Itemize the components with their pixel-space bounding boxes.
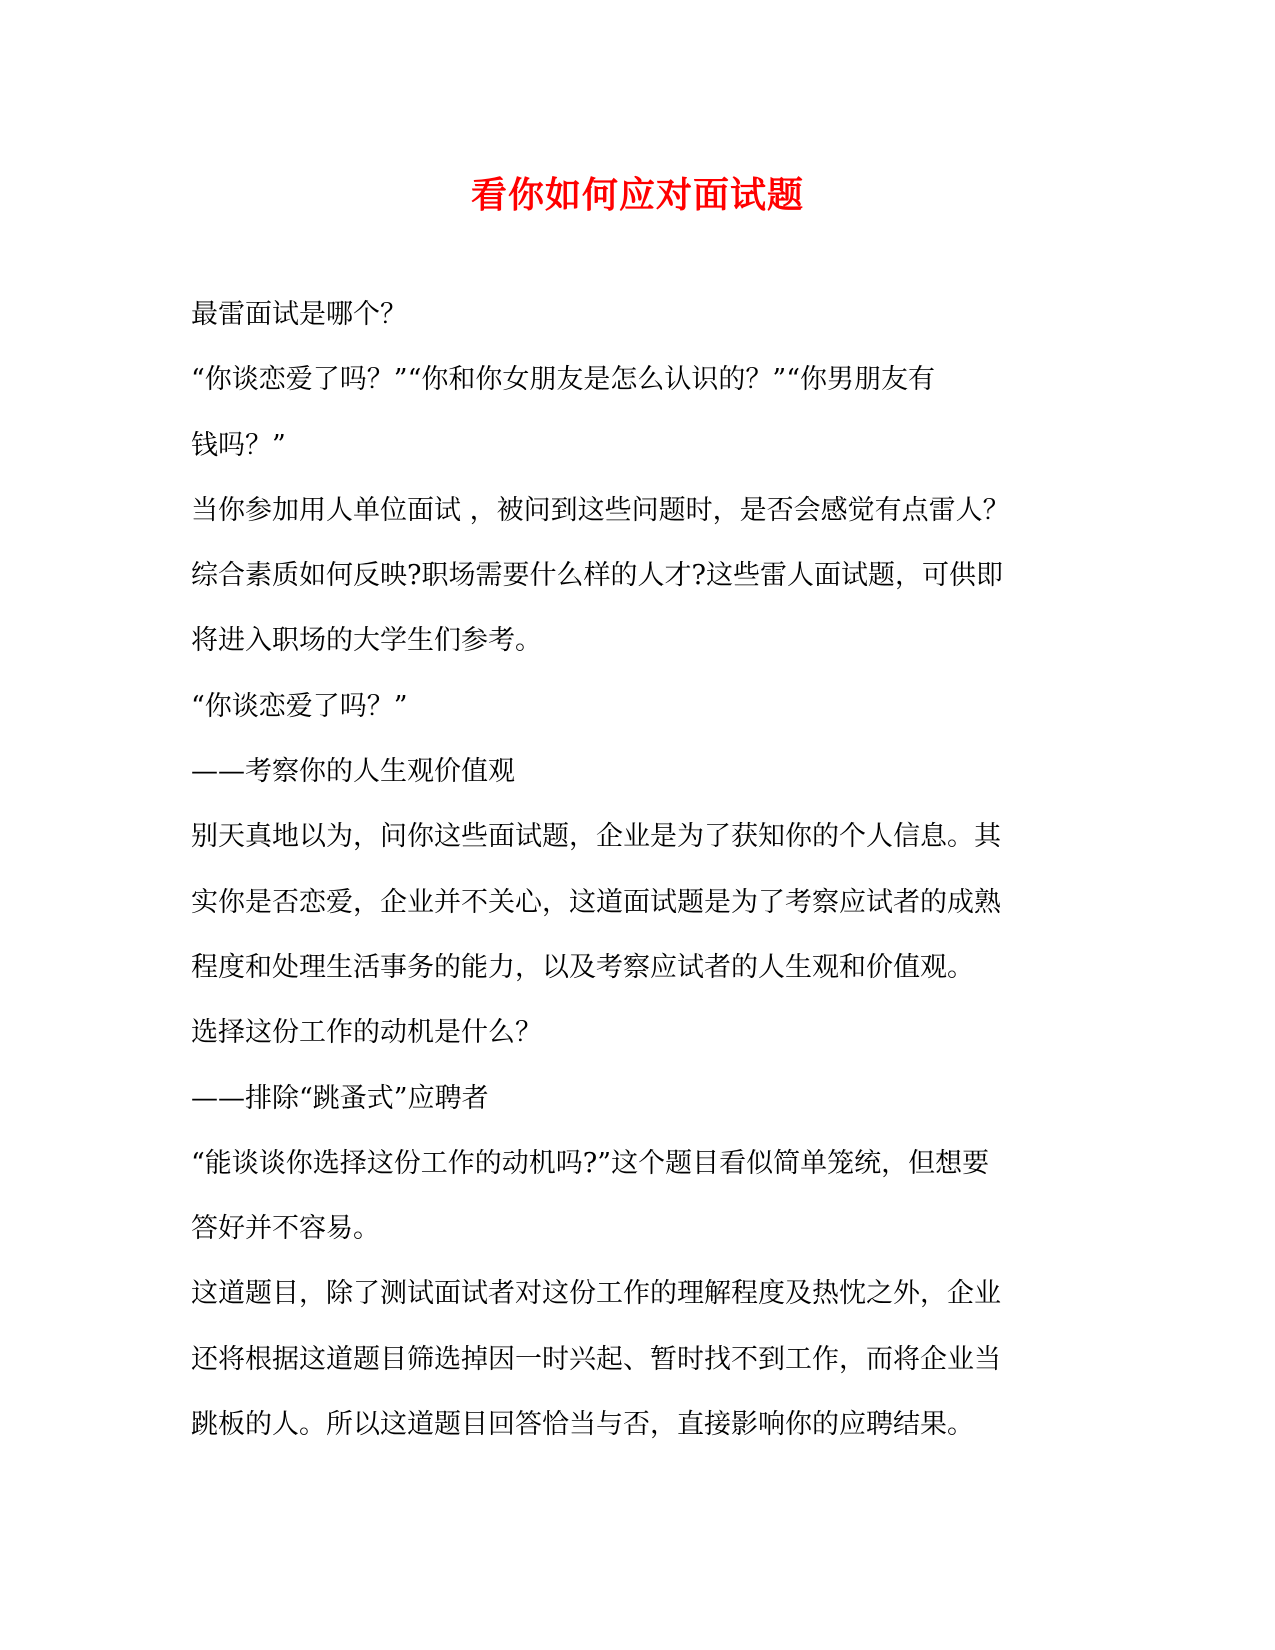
body-line: 钱吗？” xyxy=(191,429,286,461)
document-title: 看你如何应对面试题 xyxy=(470,174,804,216)
body-line: 选择这份工作的动机是什么？ xyxy=(191,1017,542,1049)
body-line: 综合素质如何反映?职场需要什么样的人才?这些雷人面试题，可供即 xyxy=(191,560,1003,592)
body-line: 实你是否恋爱，企业并不关心，这道面试题是为了考察应试者的成熟 xyxy=(191,886,1001,918)
body-line: 别天真地以为，问你这些面试题，企业是为了获知你的个人信息。其 xyxy=(191,821,1001,853)
body-line: 程度和处理生活事务的能力，以及考察应试者的人生观和价值观。 xyxy=(191,951,974,983)
body-line: 答好并不容易。 xyxy=(191,1213,380,1245)
body-line: 还将根据这道题目筛选掉因一时兴起、暂时找不到工作，而将企业当 xyxy=(191,1343,1001,1375)
body-line: ——排除“跳蚤式”应聘者 xyxy=(191,1082,489,1114)
body-line: 当你参加用人单位面试 ，被问到这些问题时，是否会感觉有点雷人？ xyxy=(191,494,1010,526)
body-line: 跳板的人。所以这道题目回答恰当与否，直接影响你的应聘结果。 xyxy=(191,1409,974,1441)
body-line: “能谈谈你选择这份工作的动机吗?”这个题目看似简单笼统，但想要 xyxy=(191,1147,990,1179)
body-line: “你谈恋爱了吗？” xyxy=(191,690,408,722)
document-body xyxy=(191,282,1091,1457)
body-line: “你谈恋爱了吗？”“你和你女朋友是怎么认识的？”“你男朋友有 xyxy=(191,364,936,396)
body-line: 将进入职场的大学生们参考。 xyxy=(191,625,542,657)
body-line: 最雷面试是哪个？ xyxy=(191,299,407,330)
body-line: ——考察你的人生观价值观 xyxy=(191,756,515,788)
body-line: 这道题目，除了测试面试者对这份工作的理解程度及热忱之外，企业 xyxy=(191,1278,1001,1310)
